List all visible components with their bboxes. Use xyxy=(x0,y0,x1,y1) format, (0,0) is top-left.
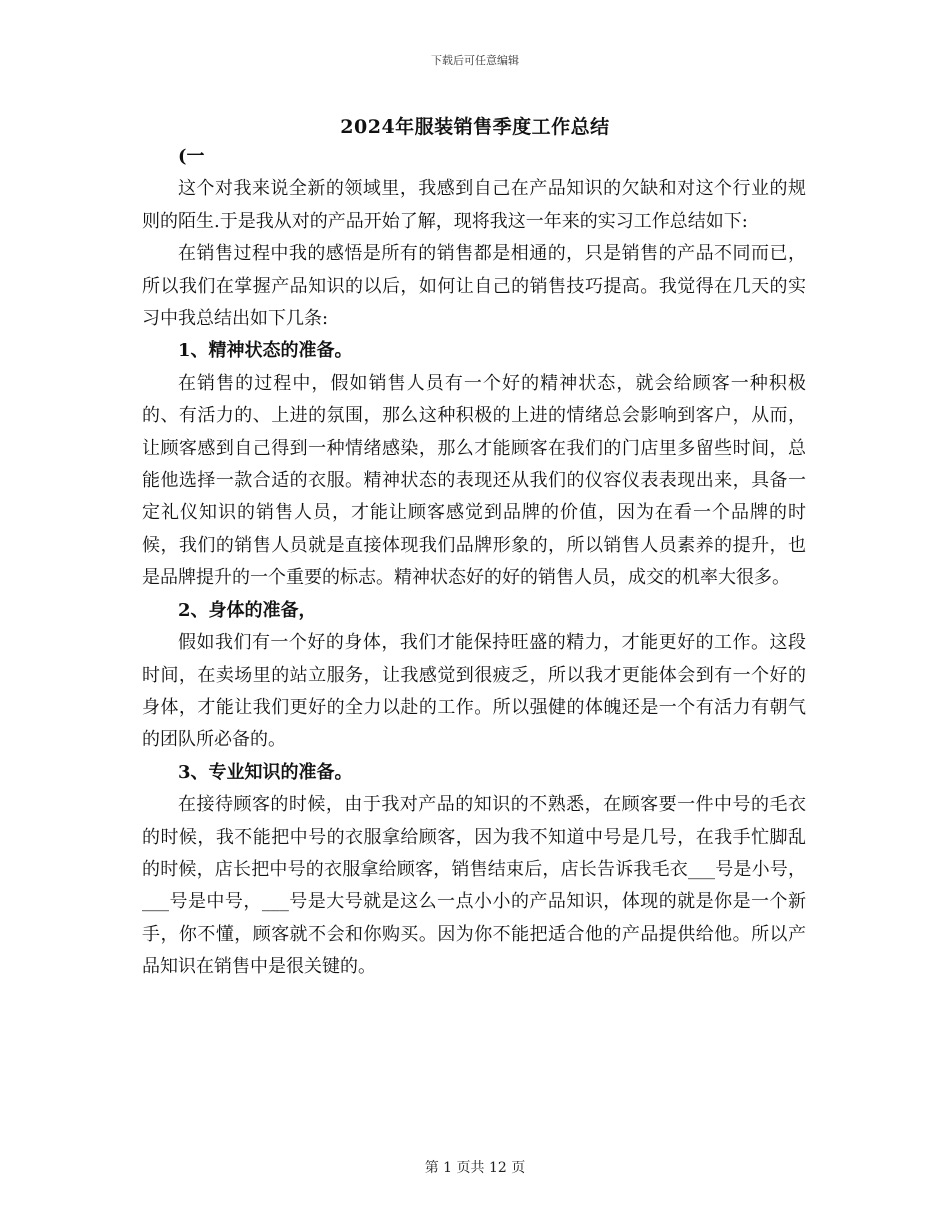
document-body xyxy=(142,141,806,984)
section-heading: (一 xyxy=(178,146,205,167)
section-heading: 2、身体的准备， xyxy=(178,599,317,621)
body-paragraph: 在销售的过程中，假如销售人员有一个好的精神状态，就会给顾客一种积极的、有活力的、上进的氛围，那么这种积极的上进的情绪总会影响到客户，从而，让顾客感到自己得到一种情绪感染，那么才能顾客在我们的门店里多留些时间，总能他选择一款合适的衣服。精神状态的表现还从我们的仪容仪表表现出来，具备一定礼仪知识的销售人员，才能让顾客感觉到品牌的价值，因为在看一个品牌的时候，我们的销售人员就是直接体现我们品牌形象的，所以销售人员素养的提升，也是品牌提升的一个重要的标志。精神状态好的好的销售人员，成交的机率大很多。 xyxy=(142,372,806,589)
section-heading: 3、专业知识的准备。 xyxy=(178,761,353,783)
header-note: 下载后可任意编辑 xyxy=(431,54,519,67)
body-paragraph: 这个对我来说全新的领域里，我感到自己在产品知识的欠缺和对这个行业的规则的陌生.于是我从对的产品开始了解，现将我这一年来的实习工作总结如下: xyxy=(142,178,806,232)
document-title: 2024年服装销售季度工作总结 xyxy=(340,116,610,138)
body-paragraph: 在接待顾客的时候，由于我对产品的知识的不熟悉，在顾客要一件中号的毛衣的时候，我不能把中号的衣服拿给顾客，因为我不知道中号是几号，在我手忙脚乱的时候，店长把中号的衣服拿给顾客，销售结束后，店长告诉我毛衣___号是小号，___号是中号，___号是大号就是这么一点小小的产品知识，体现的就是你是一个新手，你不懂，顾客就不会和你购买。因为你不能把适合他的产品提供给他。所以产品知识在销售中是很关键的。 xyxy=(142,794,806,978)
body-paragraph: 假如我们有一个好的身体，我们才能保持旺盛的精力，才能更好的工作。这段时间，在卖场里的站立服务，让我感觉到很疲乏，所以我才更能体会到有一个好的身体，才能让我们更好的全力以赴的工作。所以强健的体魄还是一个有活力有朝气的团队所必备的。 xyxy=(142,632,806,751)
section-heading: 1、精神状态的准备。 xyxy=(178,340,353,362)
body-paragraph: 在销售过程中我的感悟是所有的销售都是相通的，只是销售的产品不同而已，所以我们在掌握产品知识的以后，如何让自己的销售技巧提高。我觉得在几天的实习中我总结出如下几条: xyxy=(142,243,806,330)
page-footer: 第 1 页共 12 页 xyxy=(424,1160,526,1176)
